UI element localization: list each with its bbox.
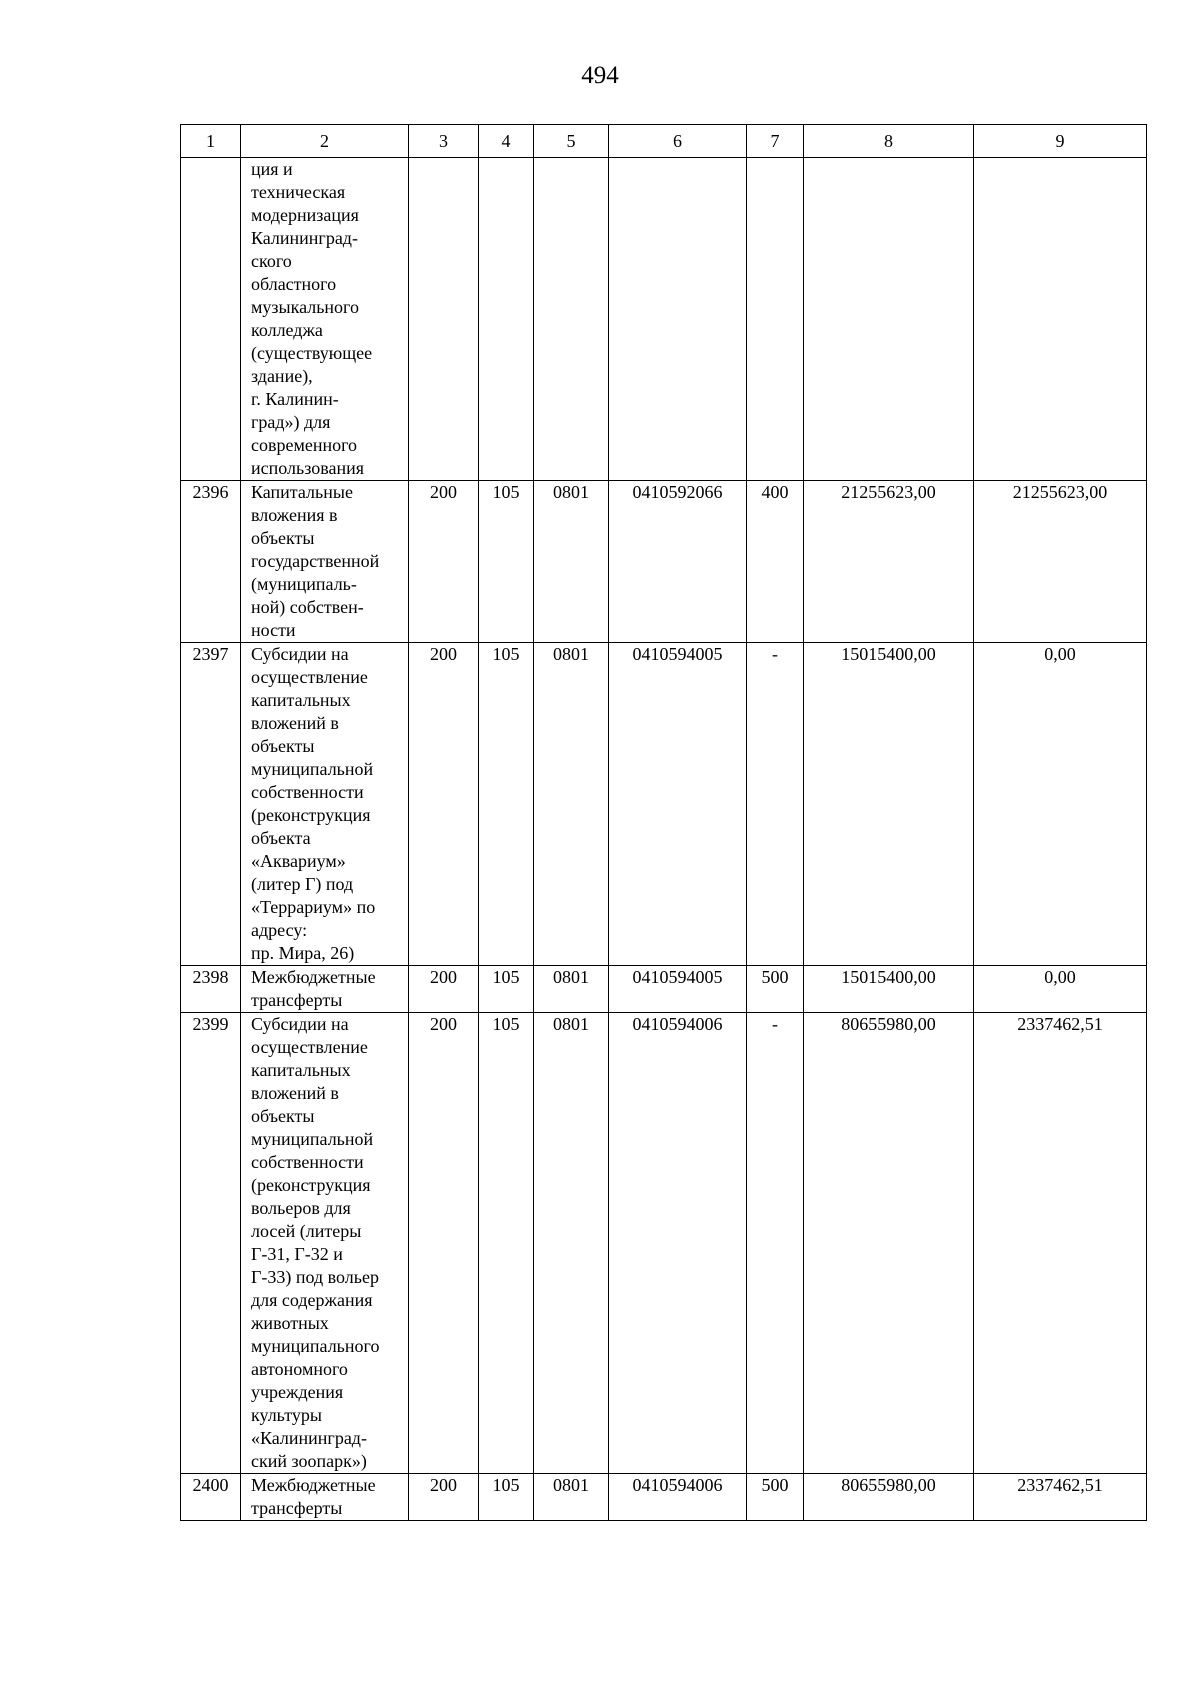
cell-col4: 105 bbox=[479, 481, 534, 643]
cell-col9: 2337462,51 bbox=[974, 1013, 1147, 1474]
column-header: 5 bbox=[534, 125, 609, 158]
cell-col5: 0801 bbox=[534, 1013, 609, 1474]
cell-col6: 0410594005 bbox=[609, 966, 747, 1013]
cell-col7: - bbox=[747, 1013, 804, 1474]
cell-col8: 80655980,00 bbox=[804, 1474, 974, 1521]
cell-col7: - bbox=[747, 643, 804, 966]
column-header: 1 bbox=[181, 125, 241, 158]
cell-col4: 105 bbox=[479, 1474, 534, 1521]
cell-col3: 200 bbox=[409, 643, 479, 966]
row-number bbox=[181, 158, 241, 481]
cell-col6 bbox=[609, 158, 747, 481]
row-name: ция и техническая модернизация Калининград- ского областного музыкального колледжа (существующее здание), г. Калинин- град») для современного использования bbox=[241, 158, 409, 481]
cell-col7: 500 bbox=[747, 966, 804, 1013]
cell-col7: 400 bbox=[747, 481, 804, 643]
table-row bbox=[181, 643, 1147, 966]
cell-col6: 0410594006 bbox=[609, 1474, 747, 1521]
cell-col3 bbox=[409, 158, 479, 481]
cell-col4: 105 bbox=[479, 1013, 534, 1474]
row-number: 2399 bbox=[181, 1013, 241, 1474]
row-number: 2398 bbox=[181, 966, 241, 1013]
table-row bbox=[181, 158, 1147, 481]
cell-col5: 0801 bbox=[534, 966, 609, 1013]
column-header: 6 bbox=[609, 125, 747, 158]
cell-col9: 0,00 bbox=[974, 966, 1147, 1013]
row-name: Субсидии на осуществление капитальных вложений в объекты муниципальной собственности (реконструкция вольеров для лосей (литеры Г-31, Г-32 и Г-33) под вольер для содержания животных муниципального автономного учреждения культуры «Калининград- ский зоопарк») bbox=[241, 1013, 409, 1474]
table-row bbox=[181, 966, 1147, 1013]
cell-col3: 200 bbox=[409, 1474, 479, 1521]
page-number: 494 bbox=[581, 62, 619, 89]
budget-table bbox=[180, 124, 1147, 1521]
cell-col7 bbox=[747, 158, 804, 481]
cell-col5: 0801 bbox=[534, 643, 609, 966]
table-row bbox=[181, 1474, 1147, 1521]
cell-col9: 2337462,51 bbox=[974, 1474, 1147, 1521]
cell-col3: 200 bbox=[409, 1013, 479, 1474]
cell-col8: 15015400,00 bbox=[804, 643, 974, 966]
cell-col8: 80655980,00 bbox=[804, 1013, 974, 1474]
table-row bbox=[181, 481, 1147, 643]
cell-col4 bbox=[479, 158, 534, 481]
table-row bbox=[181, 1013, 1147, 1474]
cell-col6: 0410592066 bbox=[609, 481, 747, 643]
row-number: 2396 bbox=[181, 481, 241, 643]
cell-col9 bbox=[974, 158, 1147, 481]
cell-col9: 21255623,00 bbox=[974, 481, 1147, 643]
row-name: Межбюджетные трансферты bbox=[241, 966, 409, 1013]
cell-col3: 200 bbox=[409, 481, 479, 643]
cell-col4: 105 bbox=[479, 966, 534, 1013]
cell-col6: 0410594005 bbox=[609, 643, 747, 966]
cell-col9: 0,00 bbox=[974, 643, 1147, 966]
cell-col7: 500 bbox=[747, 1474, 804, 1521]
row-name: Межбюджетные трансферты bbox=[241, 1474, 409, 1521]
cell-col8: 21255623,00 bbox=[804, 481, 974, 643]
column-header: 2 bbox=[241, 125, 409, 158]
row-name: Капитальные вложения в объекты государственной (муниципаль- ной) собствен- ности bbox=[241, 481, 409, 643]
cell-col6: 0410594006 bbox=[609, 1013, 747, 1474]
column-header: 3 bbox=[409, 125, 479, 158]
row-number: 2400 bbox=[181, 1474, 241, 1521]
column-header: 9 bbox=[974, 125, 1147, 158]
row-name: Субсидии на осуществление капитальных вложений в объекты муниципальной собственности (реконструкция объекта «Аквариум» (литер Г) под «Террариум» по адресу: пр. Мира, 26) bbox=[241, 643, 409, 966]
column-header: 4 bbox=[479, 125, 534, 158]
column-header: 7 bbox=[747, 125, 804, 158]
cell-col5 bbox=[534, 158, 609, 481]
column-header: 8 bbox=[804, 125, 974, 158]
cell-col5: 0801 bbox=[534, 481, 609, 643]
row-number: 2397 bbox=[181, 643, 241, 966]
cell-col5: 0801 bbox=[534, 1474, 609, 1521]
cell-col8: 15015400,00 bbox=[804, 966, 974, 1013]
cell-col8 bbox=[804, 158, 974, 481]
header-row bbox=[181, 125, 1147, 158]
cell-col3: 200 bbox=[409, 966, 479, 1013]
cell-col4: 105 bbox=[479, 643, 534, 966]
